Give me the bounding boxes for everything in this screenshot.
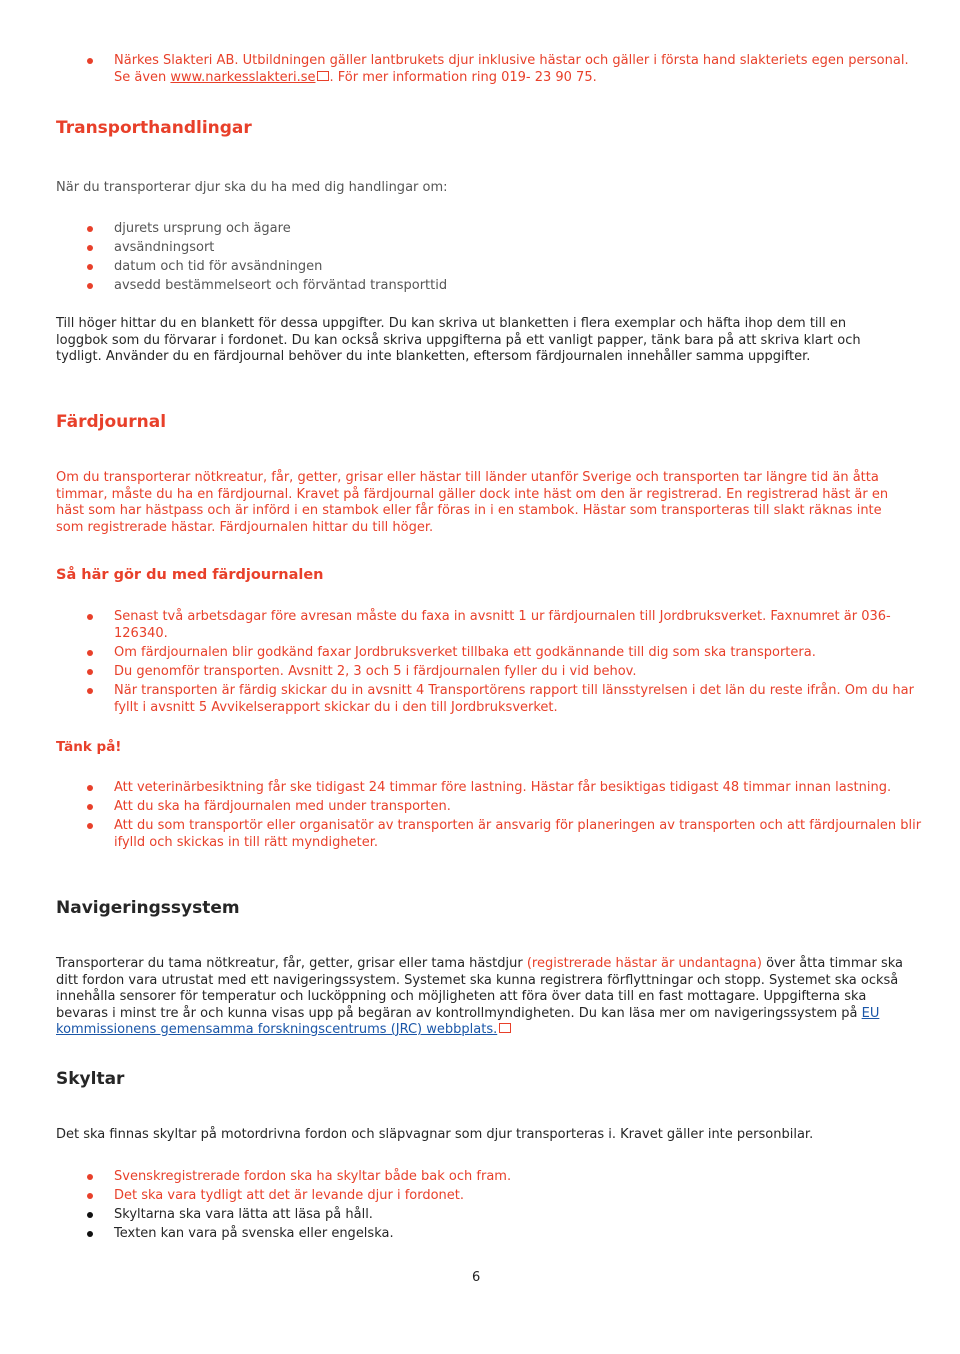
navigering-paragraph (56, 956, 906, 1039)
external-link-icon (499, 1023, 511, 1033)
fardjournal-paragraph: Om du transporterar nötkreatur, får, getter, grisar eller hästar till länder utanför Sverige och transporten tar längre tid än åtta timmar, måste du ha en färdjournal. Kravet på färdjournal gäller dock inte häst om den är registrerad. En registrerad häst är en häst som har hästpass och är införd i en stambok eller får föras in i en stambok. Hästar som transporteras till slakt räknas inte som registrerade hästar. Färdjournalen hittar du till höger. (56, 470, 889, 535)
list-item (56, 779, 926, 796)
list-item-text: Texten kan vara på svenska eller engelska. (114, 1226, 394, 1241)
navigering-text-2: över åtta timmar ska ditt fordon vara utrustat med ett navigeringssystem. Systemet ska kunna registrera förflyttningar och stopp. Systemet ska också innehålla sensorer för temperatur och lucköppning och möjligheten att föra över data till en fast mottagare. Uppgifterna ska bevaras i minst tre år och kunna visas upp på begäran av kontrollmyndigheten. Du kan läsa mer om navigeringssystem på (56, 956, 903, 1021)
bullet-icon (87, 1212, 93, 1218)
list-item (56, 220, 926, 237)
list-item-text: Du genomför transporten. Avsnitt 2, 3 och 5 i färdjournalen fyller du i vid behov. (114, 664, 637, 679)
heading-tank-pa: Tänk på! (56, 739, 122, 755)
list-item-text: Svenskregistrerade fordon ska ha skyltar både bak och fram. (114, 1169, 512, 1184)
list-item (56, 1168, 926, 1185)
bullet-icon (87, 58, 93, 64)
list-item-text: djurets ursprung och ägare (114, 221, 291, 236)
list-item-text: Senast två arbetsdagar före avresan måste du faxa in avsnitt 1 ur färdjournalen till Jordbruksverket. Faxnumret är 036-126340. (114, 609, 891, 641)
jrc-link[interactable]: EU kommissionens gemensamma forskningscentrums (JRC) webbplats. (56, 1005, 880, 1037)
bullet-icon (87, 226, 93, 232)
list-item (56, 239, 926, 256)
bullet-icon (87, 245, 93, 251)
skyltar-intro: Det ska finnas skyltar på motordrivna fordon och släpvagnar som djur transporteras i. Kravet gäller inte personbilar. (56, 1127, 814, 1142)
list-item (56, 608, 926, 642)
list-item-text: datum och tid för avsändningen (114, 259, 323, 274)
list-item (56, 1206, 926, 1223)
bullet-icon (87, 264, 93, 270)
transport-list (56, 220, 926, 296)
narkes-link[interactable]: www.narkesslakteri.se (170, 70, 316, 85)
list-item-text: Skyltarna ska vara lätta att läsa på håll. (114, 1207, 373, 1222)
heading-transporthandlingar: Transporthandlingar (56, 118, 252, 138)
bullet-icon (87, 283, 93, 289)
list-item (56, 277, 926, 294)
page-number: 6 (472, 1270, 481, 1285)
bullet-icon (87, 688, 93, 694)
sa-har-list (56, 608, 926, 718)
bullet-icon (87, 823, 93, 829)
transport-paragraph: Till höger hittar du en blankett för dessa uppgifter. Du kan skriva ut blanketten i flera exemplar och häfta ihop dem till en loggbok som du förvarar i fordonet. Du kan också skriva uppgifterna på ett vanligt papper, tänk bara på att skriva klart och tydligt. Använder du en färdjournal behöver du inte blanketten, eftersom färdjournalen innehåller samma uppgifter. (56, 316, 861, 364)
heading-fardjournal: Färdjournal (56, 412, 167, 432)
list-item (56, 682, 926, 716)
navigering-text-1: Transporterar du tama nötkreatur, får, getter, grisar eller tama hästdjur (56, 956, 527, 971)
list-item (56, 1225, 926, 1242)
bullet-icon (87, 1174, 93, 1180)
heading-sa-har: Så här gör du med färdjournalen (56, 567, 324, 583)
list-item-text: avsedd bestämmelseort och förväntad transporttid (114, 278, 448, 293)
list-item (56, 52, 926, 86)
list-item-text: När transporten är färdig skickar du in avsnitt 4 Transportörens rapport till länsstyrelsen i det län du reste ifrån. Om du har fyllt i avsnitt 5 Avvikelserapport skickar du i den till Jordbruksverket. (114, 683, 914, 715)
tank-pa-list (56, 779, 926, 853)
bullet-icon (87, 785, 93, 791)
list-item-text: Att veterinärbesiktning får ske tidigast 24 timmar före lastning. Hästar får besiktigas tidigast 48 timmar innan lastning. (114, 780, 892, 795)
bullet-icon (87, 614, 93, 620)
list-item-text: Att du som transportör eller organisatör av transporten är ansvarig för planeringen av transporten och att färdjournalen blir ifylld och skickas in till rätt myndigheter. (114, 818, 922, 850)
navigering-exception: (registrerade hästar är undantagna) (526, 956, 762, 971)
bullet-icon (87, 669, 93, 675)
top-bullet-text: Närkes Slakteri AB. Utbildningen gäller lantbrukets djur inklusive hästar och gäller i första hand slakteriets egen personal. Se även (114, 53, 909, 85)
list-item (56, 1187, 926, 1204)
external-link-icon (317, 71, 329, 81)
list-item-text: Att du ska ha färdjournalen med under transporten. (114, 799, 451, 814)
list-item (56, 798, 926, 815)
list-item-text: avsändningsort (114, 240, 215, 255)
heading-navigeringssystem: Navigeringssystem (56, 898, 240, 918)
skyltar-list (56, 1168, 926, 1244)
transport-intro: När du transporterar djur ska du ha med dig handlingar om: (56, 180, 448, 195)
list-item-text: Det ska vara tydligt att det är levande djur i fordonet. (114, 1188, 465, 1203)
top-bullet-text-2: . För mer information ring 019- 23 90 75. (329, 70, 597, 85)
list-item (56, 258, 926, 275)
list-item (56, 644, 926, 661)
bullet-icon (87, 1231, 93, 1237)
bullet-icon (87, 650, 93, 656)
bullet-icon (87, 1193, 93, 1199)
list-item (56, 817, 926, 851)
bullet-icon (87, 804, 93, 810)
list-item (56, 663, 926, 680)
list-item-text: Om färdjournalen blir godkänd faxar Jordbruksverket tillbaka ett godkännande till dig som ska transportera. (114, 645, 816, 660)
heading-skyltar: Skyltar (56, 1069, 125, 1089)
top-bullet-block (56, 52, 926, 88)
